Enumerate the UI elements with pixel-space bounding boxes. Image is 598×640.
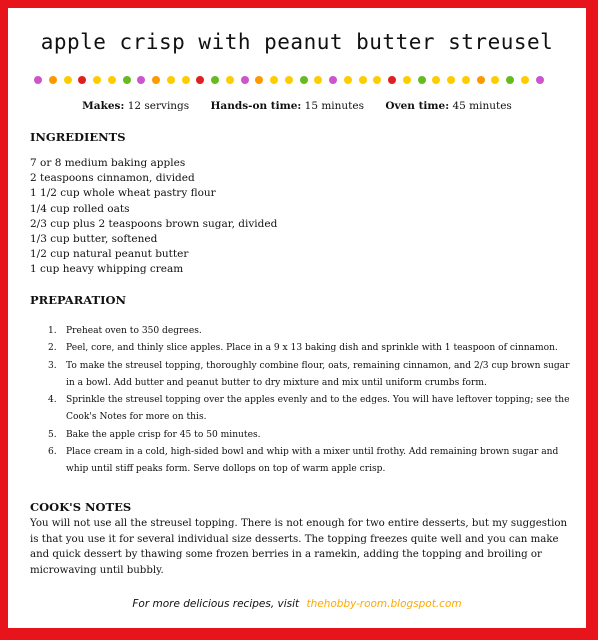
step-item [30, 358, 570, 393]
decorative-dot [93, 76, 101, 84]
decorative-dot [300, 76, 308, 84]
ingredient-item: 1 1/2 cup whole wheat pastry flour [30, 187, 216, 200]
step-number: 2. [48, 343, 57, 354]
decorative-dot [226, 76, 234, 84]
oven-value: 45 minutes [452, 100, 512, 112]
step-item [30, 427, 570, 444]
decorative-dot [536, 76, 544, 84]
footer-link[interactable]: thehobby-room.blogspot.com [306, 598, 462, 610]
notes-text: You will not use all the streusel topping. There is not enough for two entire desserts, but my suggestion is that you use it for several individual size desserts. The topping freezes quite well and you can make and quick dessert by thawing some frozen berries in a ramekin, adding the topping and broiling or microwaving until bubbly. [30, 518, 568, 576]
decorative-dot [403, 76, 411, 84]
decorative-dot [314, 76, 322, 84]
step-text: To make the streusel topping, thoroughly combine flour, oats, remaining cinnamon, and 2/3 cup brown sugar in a bowl. Add butter and peanut butter to dry mixture and mix until uniform crumbs form. [66, 360, 570, 388]
decorative-dot [108, 76, 116, 84]
decorative-dot [359, 76, 367, 84]
decorative-dot [285, 76, 293, 84]
decorative-dot [447, 76, 455, 84]
decorative-dot [432, 76, 440, 84]
decorative-dot [137, 76, 145, 84]
decorative-dot [64, 76, 72, 84]
decorative-dot [329, 76, 337, 84]
step-text: Peel, core, and thinly slice apples. Place in a 9 x 13 baking dish and sprinkle with 1 teaspoon of cinnamon. [66, 343, 558, 354]
step-number: 5. [48, 429, 57, 440]
decorative-dot [477, 76, 485, 84]
ingredient-item: 7 or 8 medium baking apples [30, 157, 186, 169]
ingredient-item: 1 cup heavy whipping cream [30, 263, 184, 276]
preparation-steps [30, 323, 570, 479]
footer [8, 598, 586, 610]
decorative-dot [123, 76, 131, 84]
step-text: Preheat oven to 350 degrees. [66, 326, 202, 336]
ingredient-item: 1/2 cup natural peanut butter [30, 248, 189, 261]
step-number: 4. [48, 395, 57, 406]
decorative-dot [167, 76, 175, 84]
decorative-dot [521, 76, 529, 84]
step-number: 3. [48, 360, 57, 371]
step-item [30, 323, 570, 340]
step-text: Bake the apple crisp for 45 to 50 minutes. [66, 429, 261, 440]
decorative-dot [491, 76, 499, 84]
oven-label: Oven time: [385, 100, 450, 112]
step-item [30, 392, 570, 427]
step-number: 1. [48, 326, 57, 336]
makes-label: Makes: [82, 100, 125, 112]
ingredient-item: 1/4 cup rolled oats [30, 202, 130, 215]
step-text: Place cream in a cold, high-sided bowl and whip with a mixer until frothy. Add remaining brown sugar and whip until stiff peaks form. Serve dollops on top of warm apple crisp. [66, 447, 559, 475]
dot-divider [34, 76, 544, 86]
ingredient-item: 2 teaspoons cinnamon, divided [30, 172, 195, 185]
decorative-dot [196, 76, 204, 84]
ingredients-list [30, 156, 277, 278]
step-text: Sprinkle the streusel topping over the apples evenly and to the edges. You will have leftover topping; see the Cook's Notes for more on this. [66, 395, 570, 423]
footer-text: For more delicious recipes, visit [132, 598, 300, 610]
ingredient-item: 2/3 cup plus 2 teaspoons brown sugar, divided [30, 217, 278, 230]
ingredients-heading: INGREDIENTS [30, 130, 126, 144]
decorative-dot [373, 76, 381, 84]
step-item [30, 444, 570, 479]
decorative-dot [182, 76, 190, 84]
step-number: 6. [48, 447, 57, 458]
ingredient-item: 1/3 cup butter, softened [30, 233, 158, 246]
decorative-dot [152, 76, 160, 84]
decorative-dot [211, 76, 219, 84]
decorative-dot [78, 76, 86, 84]
step-item [30, 340, 570, 357]
decorative-dot [418, 76, 426, 84]
decorative-dot [255, 76, 263, 84]
preparation-heading: PREPARATION [30, 293, 127, 307]
recipe-card [8, 8, 586, 628]
decorative-dot [270, 76, 278, 84]
handson-value: 15 minutes [304, 100, 365, 112]
makes-value: 12 servings [127, 100, 190, 112]
recipe-title: apple crisp with peanut butter streusel [40, 30, 554, 54]
decorative-dot [241, 76, 249, 84]
decorative-dot [344, 76, 352, 84]
decorative-dot [506, 76, 514, 84]
decorative-dot [388, 76, 396, 84]
notes-heading: COOK'S NOTES [30, 500, 132, 514]
decorative-dot [34, 76, 42, 84]
handson-label: Hands-on time: [210, 100, 302, 112]
recipe-meta [8, 100, 586, 112]
decorative-dot [49, 76, 57, 84]
decorative-dot [462, 76, 470, 84]
